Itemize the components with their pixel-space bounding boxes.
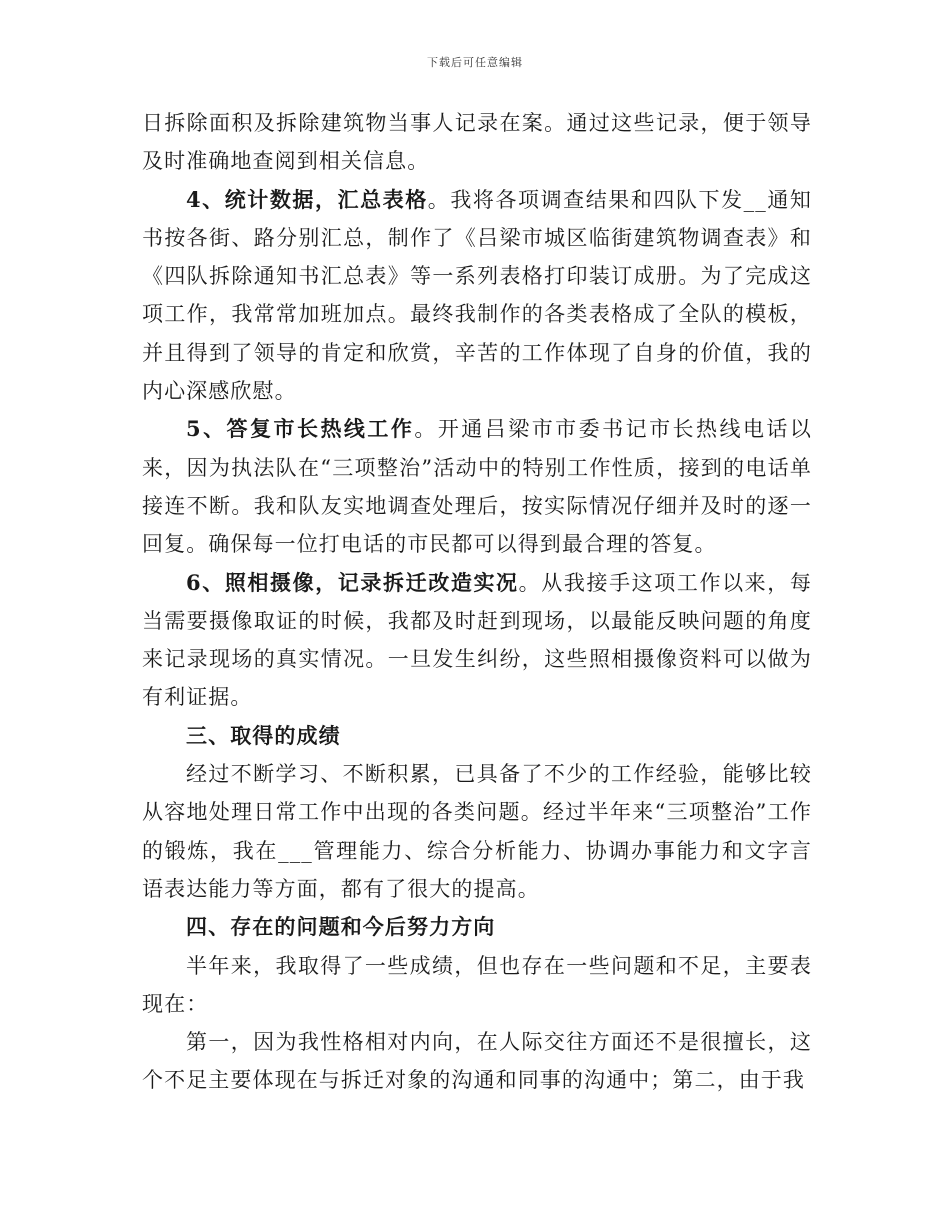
item-5-text: 。开通吕梁市市委书记市长热线电话以来，因为执法队在“三项整治”活动中的特别工作性质，接到的电话单接连不断。我和队友实地调查处理后，按实际情况仔细并及时的逐一回复。确保每一位打电话的市民都可以得到最合理的答复。: [142, 417, 812, 557]
paragraph-continuation: 日拆除面积及拆除建筑物当事人记录在案。通过这些记录，便于领导及时准确地查阅到相关信息。: [142, 111, 812, 174]
section-title-achievements: 三、取得的成绩: [186, 722, 341, 748]
paragraph-item-6: [142, 564, 812, 717]
page-header: 下载后可任意编辑: [427, 56, 523, 69]
item-4-text: 。我将各项调查结果和四队下发__通知书按各街、路分别汇总，制作了《吕梁市城区临街建筑物调查表》和《四队拆除通知书汇总表》等一系列表格打印装订成册。为了完成这项工作，我常常加班加点。最终我制作的各类表格成了全队的模板，并且得到了领导的肯定和欣赏，辛苦的工作体现了自身的价值，我的内心深感欣慰。: [142, 187, 812, 404]
item-5-heading: 5、答复市长热线工作: [186, 416, 415, 442]
document-body: [142, 104, 812, 1100]
item-4-heading: 4、统计数据，汇总表格: [186, 186, 428, 212]
paragraph-problems-first: 第一，因为我性格相对内向，在人际交往方面还不是很擅长，这个不足主要体现在与拆迁对象的沟通和同事的沟通中；第二，由于我: [142, 1030, 812, 1093]
paragraph-item-4: [142, 181, 812, 411]
paragraph-achievements: 经过不断学习、不断积累，已具备了不少的工作经验，能够比较从容地处理日常工作中出现的各类问题。经过半年来“三项整治”工作的锻炼，我在___管理能力、综合分析能力、协调办事能力和文字言语表达能力等方面，都有了很大的提高。: [142, 762, 812, 901]
paragraph-problems-intro: 半年来，我取得了一些成绩，但也存在一些问题和不足，主要表现在：: [142, 953, 812, 1016]
item-6-text: 。从我接手这项工作以来，每当需要摄像取证的时候，我都及时赶到现场，以最能反映问题的角度来记录现场的真实情况。一旦发生纠纷，这些照相摄像资料可以做为有利证据。: [142, 570, 812, 710]
section-title-problems: 四、存在的问题和今后努力方向: [186, 914, 496, 940]
paragraph-item-5: [142, 410, 812, 563]
item-6-heading: 6、照相摄像，记录拆迁改造实况: [186, 569, 519, 595]
